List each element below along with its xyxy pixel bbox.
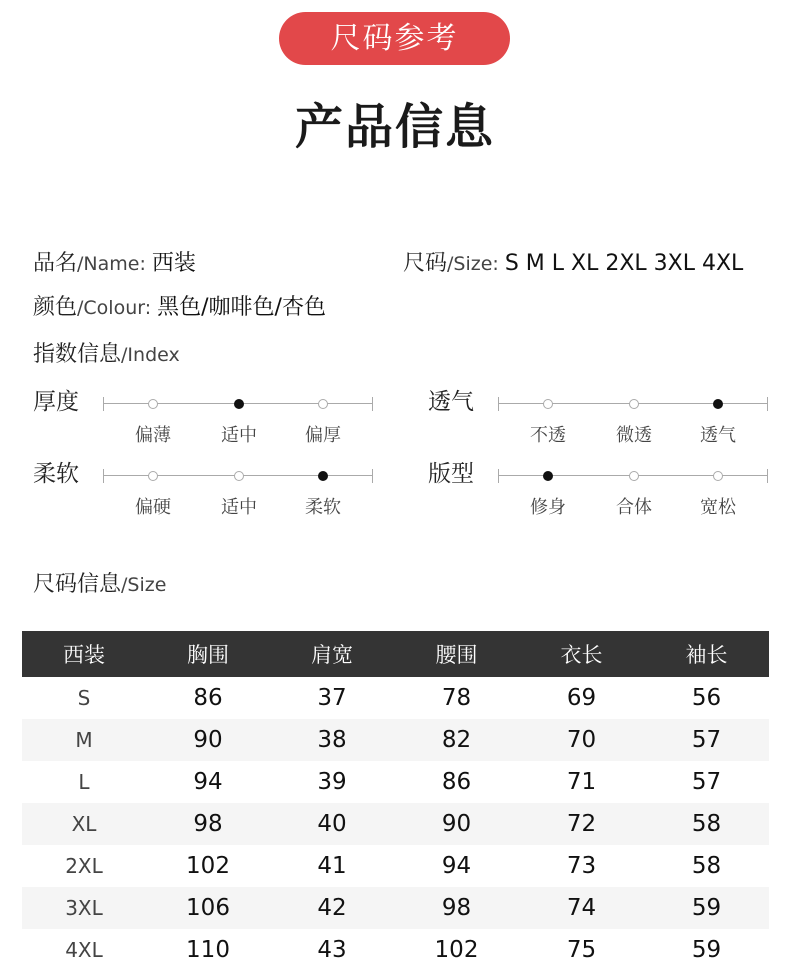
measurement-cell: 37 bbox=[317, 685, 347, 711]
scale-option-label: 偏薄 bbox=[135, 425, 171, 446]
measurement-cell: 78 bbox=[441, 685, 472, 711]
measurement-cell: 73 bbox=[566, 853, 597, 879]
table-row bbox=[22, 761, 769, 803]
table-row bbox=[22, 929, 769, 971]
scale-option-label: 微透 bbox=[616, 425, 652, 446]
size-cell: M bbox=[22, 719, 146, 761]
measurement-cell: 40 bbox=[270, 803, 394, 845]
scale-marker bbox=[713, 471, 723, 481]
measurement-cell: 59 bbox=[644, 887, 769, 929]
scale-cap bbox=[767, 397, 768, 411]
scale-cap bbox=[767, 469, 768, 483]
measurement-cell: 57 bbox=[691, 769, 722, 795]
measurement-cell: 75 bbox=[566, 937, 597, 963]
product-name-line bbox=[33, 246, 196, 277]
scale-option-label: 柔软 bbox=[305, 497, 341, 518]
size-section-label-en: /Size bbox=[121, 574, 167, 596]
index-label: 指数信息 bbox=[33, 342, 122, 367]
scale-marker bbox=[318, 399, 328, 409]
measurement-cell: 69 bbox=[566, 685, 597, 711]
measurement-cell: 72 bbox=[519, 803, 644, 845]
measurement-cell: 110 bbox=[186, 937, 230, 963]
measurement-cell: 86 bbox=[193, 685, 223, 711]
scale-option-label: 适中 bbox=[221, 497, 257, 518]
table-row bbox=[22, 887, 769, 929]
index-scale bbox=[498, 469, 768, 518]
size-section-title bbox=[33, 567, 166, 598]
scale-marker bbox=[148, 399, 158, 409]
scale-option-label: 偏硬 bbox=[135, 497, 171, 518]
table-header-row bbox=[22, 631, 769, 677]
scale-cap bbox=[498, 397, 499, 411]
measurement-cell: 98 bbox=[146, 803, 270, 845]
scale-marker bbox=[629, 471, 639, 481]
product-name-label-en: /Name bbox=[77, 253, 140, 275]
scale-cap bbox=[372, 397, 373, 411]
scale-option-label: 宽松 bbox=[700, 497, 736, 518]
scale-marker bbox=[234, 471, 244, 481]
table-header-cell: 袖长 bbox=[644, 631, 769, 677]
separator: : bbox=[139, 253, 146, 275]
index-scale bbox=[103, 469, 373, 518]
product-name-value: 西装 bbox=[151, 251, 196, 276]
index-label: 透气 bbox=[428, 389, 474, 415]
colour-line bbox=[33, 290, 326, 321]
size-cell: 3XL bbox=[22, 887, 146, 929]
measurement-cell: 106 bbox=[146, 887, 270, 929]
measurement-cell: 98 bbox=[394, 887, 519, 929]
scale-marker-selected bbox=[318, 471, 328, 481]
size-table bbox=[22, 631, 769, 971]
index-scale bbox=[103, 397, 373, 446]
measurement-cell: 90 bbox=[146, 719, 270, 761]
index-row bbox=[33, 383, 383, 446]
scale-marker-selected bbox=[713, 399, 723, 409]
index-label: 版型 bbox=[428, 461, 474, 487]
size-cell: S bbox=[77, 686, 91, 710]
measurement-cell: 86 bbox=[441, 769, 472, 795]
colour-label: 颜色 bbox=[33, 295, 78, 320]
size-label: 尺码 bbox=[403, 251, 448, 276]
size-cell: XL bbox=[22, 803, 146, 845]
measurement-cell: 94 bbox=[441, 853, 472, 879]
measurement-cell: 42 bbox=[270, 887, 394, 929]
scale-option-label: 不透 bbox=[530, 425, 566, 446]
measurement-cell: 82 bbox=[394, 719, 519, 761]
table-header-cell: 西装 bbox=[22, 631, 146, 677]
scale-option-label: 透气 bbox=[700, 425, 736, 446]
scale-option-label: 修身 bbox=[530, 497, 566, 518]
measurement-cell: 70 bbox=[519, 719, 644, 761]
measurement-cell: 90 bbox=[394, 803, 519, 845]
separator: : bbox=[492, 253, 499, 275]
index-label: 柔软 bbox=[33, 461, 79, 487]
scale-marker bbox=[543, 399, 553, 409]
measurement-cell: 71 bbox=[566, 769, 597, 795]
size-reference-badge: 尺码参考 bbox=[279, 12, 510, 65]
scale-marker bbox=[629, 399, 639, 409]
scale-cap bbox=[372, 469, 373, 483]
scale-cap bbox=[103, 469, 104, 483]
measurement-cell: 102 bbox=[434, 937, 479, 963]
scale-marker bbox=[148, 471, 158, 481]
index-scale bbox=[498, 397, 768, 446]
scale-cap bbox=[103, 397, 104, 411]
table-row bbox=[22, 845, 769, 887]
index-label: 厚度 bbox=[33, 389, 79, 415]
table-row bbox=[22, 677, 769, 719]
measurement-cell: 39 bbox=[317, 769, 347, 795]
table-header-cell: 衣长 bbox=[519, 631, 644, 677]
colour-label-en: /Colour bbox=[77, 297, 145, 319]
scale-option-label: 适中 bbox=[221, 425, 257, 446]
index-row bbox=[428, 383, 778, 446]
measurement-cell: 59 bbox=[691, 937, 722, 963]
size-cell: 4XL bbox=[65, 938, 103, 962]
table-header-cell: 腰围 bbox=[394, 631, 519, 677]
measurement-cell: 74 bbox=[519, 887, 644, 929]
scale-option-label: 偏厚 bbox=[305, 425, 341, 446]
measurement-cell: 102 bbox=[186, 853, 230, 879]
product-name-label: 品名 bbox=[33, 251, 78, 276]
measurement-cell: 58 bbox=[691, 853, 722, 879]
colour-value: 黑色/咖啡色/杏色 bbox=[157, 295, 326, 320]
measurement-cell: 38 bbox=[270, 719, 394, 761]
measurement-cell: 56 bbox=[691, 685, 722, 711]
size-cell: L bbox=[78, 770, 90, 794]
scale-marker-selected bbox=[234, 399, 244, 409]
size-cell: 2XL bbox=[65, 854, 103, 878]
scale-marker-selected bbox=[543, 471, 553, 481]
table-row bbox=[22, 803, 769, 845]
index-row bbox=[33, 455, 383, 518]
table-row bbox=[22, 719, 769, 761]
separator: : bbox=[144, 297, 152, 319]
measurement-cell: 58 bbox=[644, 803, 769, 845]
measurement-cell: 57 bbox=[644, 719, 769, 761]
measurement-cell: 94 bbox=[193, 769, 223, 795]
page-title: 产品信息 bbox=[294, 99, 495, 155]
size-line bbox=[403, 246, 743, 277]
scale-cap bbox=[498, 469, 499, 483]
size-section-label: 尺码信息 bbox=[33, 572, 122, 597]
size-label-en: /Size bbox=[447, 253, 493, 275]
measurement-cell: 41 bbox=[317, 853, 347, 879]
index-label-en: /Index bbox=[121, 344, 180, 366]
table-header-cell: 肩宽 bbox=[270, 631, 394, 677]
index-row bbox=[428, 455, 778, 518]
measurement-cell: 43 bbox=[317, 937, 347, 963]
scale-option-label: 合体 bbox=[616, 497, 652, 518]
index-heading bbox=[33, 337, 180, 368]
size-value: S M L XL 2XL 3XL 4XL bbox=[504, 251, 744, 276]
table-header-cell: 胸围 bbox=[146, 631, 270, 677]
